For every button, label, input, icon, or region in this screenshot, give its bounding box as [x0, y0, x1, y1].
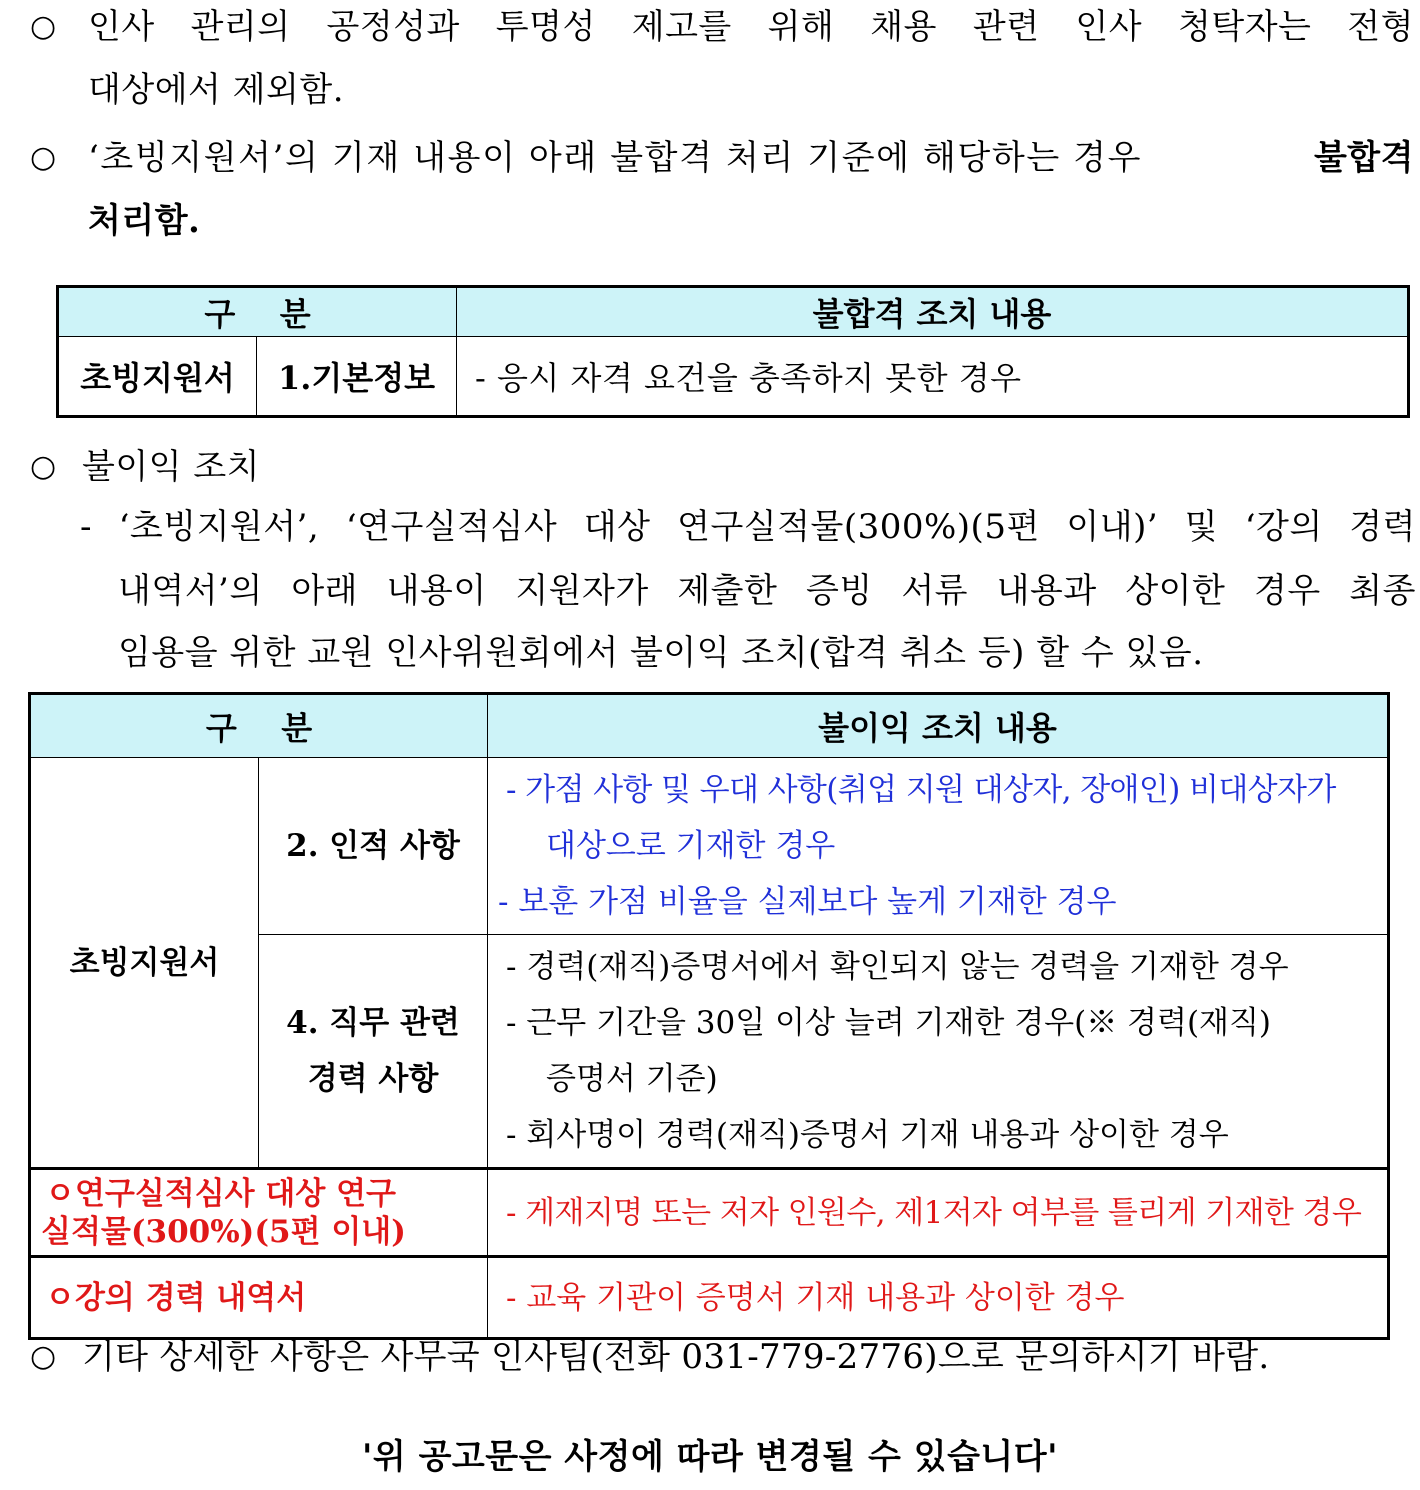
bullet-p3: ○	[30, 449, 57, 484]
t2-career-item1: - 경력(재직)증명서에서 확인되지 않는 경력을 기재한 경우	[506, 949, 1289, 985]
p3-title: 불이익 조치	[82, 447, 261, 487]
p1-line2: 대상에서 제외함.	[88, 70, 345, 110]
t2-career-label-line1: 4. 직무 관련	[286, 1005, 460, 1041]
p2-line1-bold: 불합격	[1313, 138, 1414, 178]
t2-lecture-label: ㅇ강의 경력 내역서	[30, 1257, 488, 1339]
t2-research-label-line1: ㅇ연구실적심사 대상 연구	[45, 1175, 396, 1212]
bullet-p1: ○	[30, 9, 57, 44]
t1-header-category: 구 분	[58, 287, 457, 337]
p4-line: 기타 상세한 사항은 사무국 인사팀(전화 031-779-2776)으로 문의하시기 바람.	[82, 1337, 1270, 1377]
t2-career-content	[488, 935, 1389, 1169]
t2-lecture-content: - 교육 기관이 증명서 기재 내용과 상이한 경우	[488, 1257, 1389, 1339]
t2-personal-item1-line1: - 가점 사항 및 우대 사항(취업 지원 대상자, 장애인) 비대상자가	[506, 772, 1336, 808]
t1-category: 초빙지원서	[58, 337, 257, 417]
t1-header-content: 불합격 조치 내용	[457, 287, 1409, 337]
t2-research-label	[30, 1169, 488, 1257]
bullet-p2: ○	[30, 140, 57, 175]
p3-line2: 내역서’의 아래 내용이 지원자가 제출한 증빙 서류 내용과 상이한 경우 최종	[118, 571, 1416, 611]
t1-sub: 1.기본정보	[257, 337, 457, 417]
t2-header-content: 불이익 조치 내용	[488, 694, 1389, 758]
p2-line1	[88, 138, 1414, 178]
disqualification-table	[56, 285, 1410, 418]
p3-line1: - ‘초빙지원서’, ‘연구실적심사 대상 연구실적물(300%)(5편 이내)’ 및 ‘강의 경력	[80, 507, 1416, 547]
p3-line3: 임용을 위한 교원 인사위원회에서 불이익 조치(합격 취소 등) 할 수 있음.	[118, 633, 1204, 673]
t2-research-content: - 게재지명 또는 저자 인원수, 제1저자 여부를 틀리게 기재한 경우	[488, 1169, 1389, 1257]
penalty-table	[28, 692, 1390, 1340]
bullet-p4: ○	[30, 1339, 57, 1374]
t2-personal-content	[488, 758, 1389, 935]
t2-personal-item2: - 보훈 가점 비율을 실제보다 높게 기재한 경우	[498, 884, 1117, 920]
t2-career-item2-line1: - 근무 기간을 30일 이상 늘려 기재한 경우(※ 경력(재직)	[506, 1005, 1272, 1041]
p2-line2: 처리함.	[88, 201, 201, 241]
t2-career-item3: - 회사명이 경력(재직)증명서 기재 내용과 상이한 경우	[506, 1117, 1229, 1153]
t2-research-label-line2: 실적물(300%)(5편 이내)	[41, 1213, 406, 1250]
p1-line1: 인사 관리의 공정성과 투명성 제고를 위해 채용 관련 인사 청탁자는 전형	[88, 7, 1414, 47]
t2-career-label-line2: 경력 사항	[307, 1061, 439, 1097]
t2-group-label: 초빙지원서	[30, 758, 259, 1169]
t2-career-label	[259, 935, 488, 1169]
t2-career-item2-line2: 증명서 기준)	[546, 1061, 718, 1097]
t2-header-category: 구 분	[30, 694, 488, 758]
t2-personal-item1-line2: 대상으로 기재한 경우	[546, 828, 836, 864]
p2-line1-text: ‘초빙지원서’의 기재 내용이 아래 불합격 처리 기준에 해당하는 경우	[88, 138, 1143, 178]
t2-personal-label: 2. 인적 사항	[259, 758, 488, 935]
footer-note: '위 공고문은 사정에 따라 변경될 수 있습니다'	[361, 1437, 1059, 1477]
t1-content: - 응시 자격 요건을 충족하지 못한 경우	[457, 337, 1409, 417]
